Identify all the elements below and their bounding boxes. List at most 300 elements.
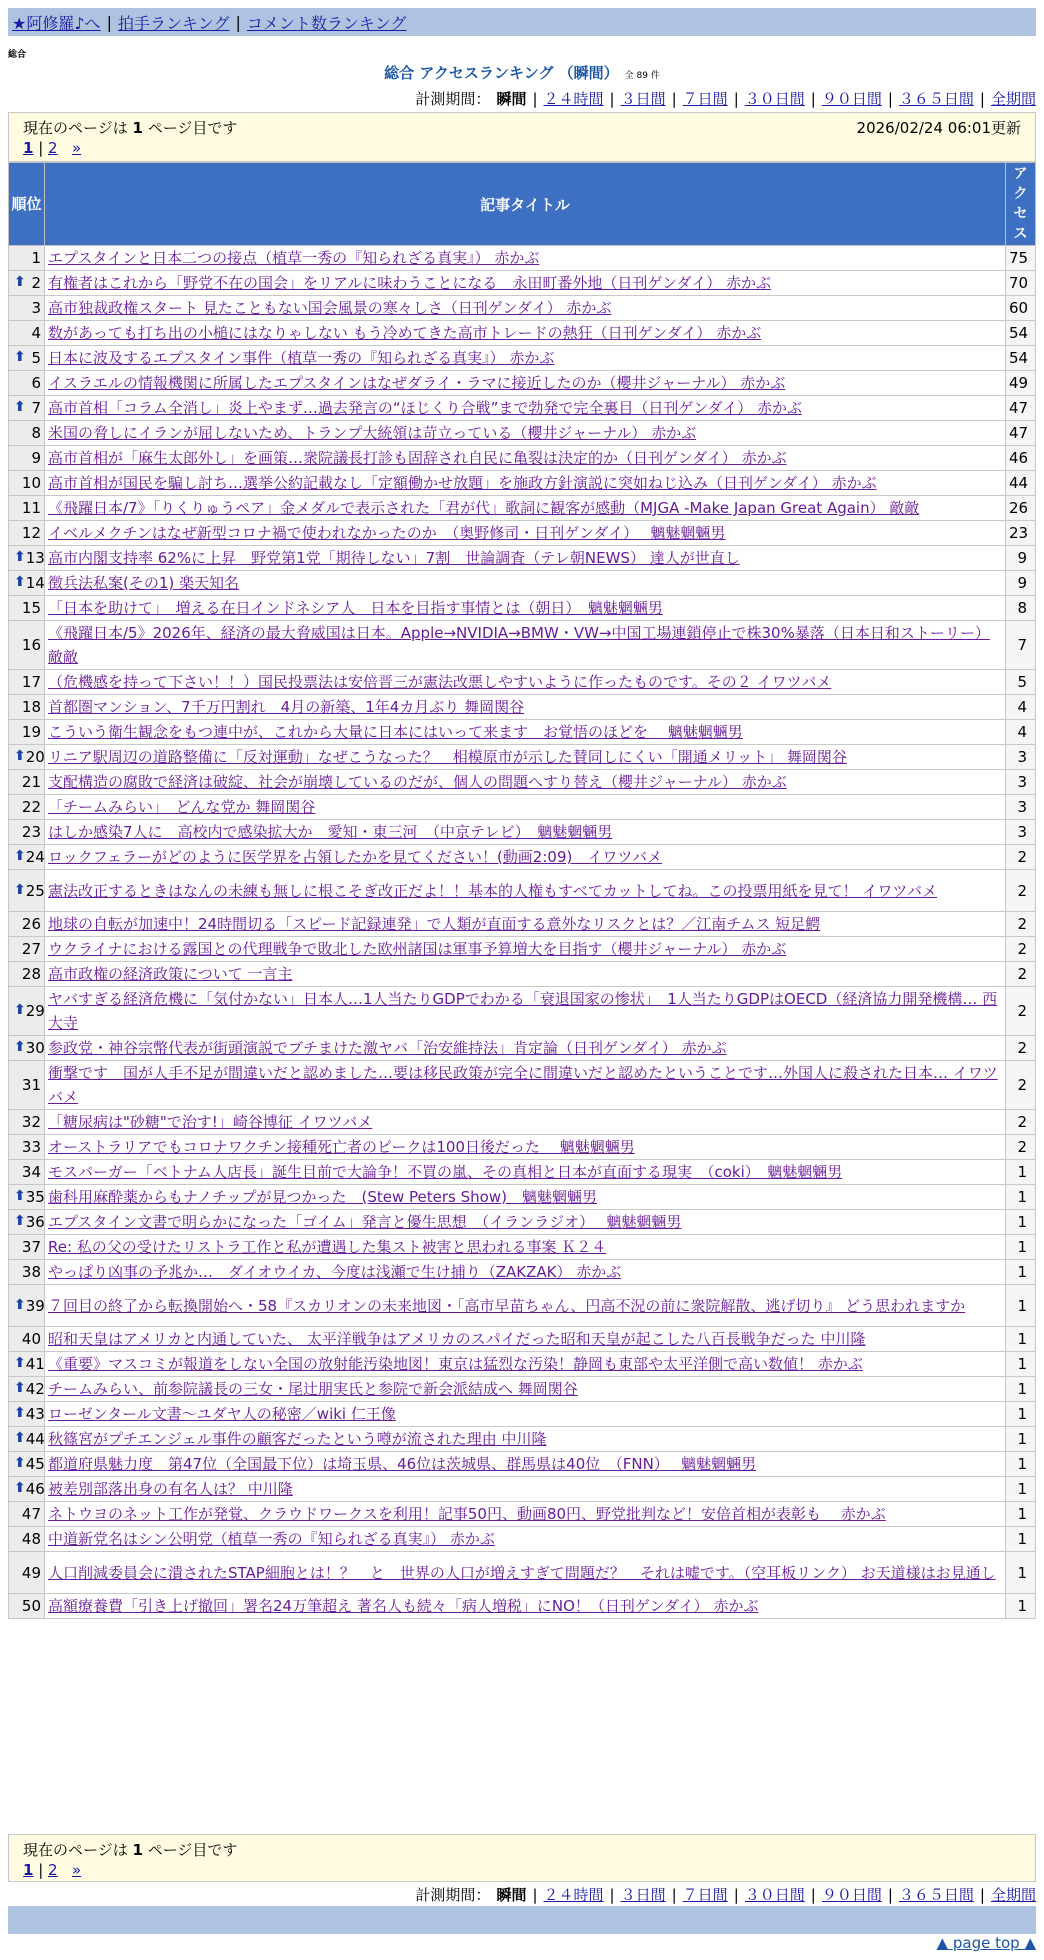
article-link[interactable]: 支配構造の腐敗で経済は破綻、社会が崩壊しているのだが、個人の問題へすり替え（櫻井ジャーナル） 赤かぶ (48, 773, 787, 791)
title-header: 記事タイトル (45, 163, 1006, 246)
rank-number: 7 (31, 399, 41, 417)
rank-number: 21 (21, 773, 41, 791)
title-cell (45, 271, 1006, 296)
table-row (9, 421, 1036, 446)
article-link[interactable]: 高市首相「コラム全消し」炎上やまず…過去発言の“ほじくり合戦”まで勃発で完全裏目（日刊ゲンダイ） 赤かぶ (48, 399, 802, 417)
separator: | (532, 1885, 538, 1904)
article-link[interactable]: 「糖尿病は"砂糖"で治す!」崎谷博征 イワツバメ (48, 1113, 373, 1131)
rank-number: 31 (21, 1076, 41, 1094)
article-link[interactable]: イスラエルの情報機関に所属したエプスタインはなぜダライ・ラマに接近したのか（櫻井ジャーナル） 赤かぶ (48, 374, 786, 392)
period-link[interactable]: ３６５日間 (898, 90, 974, 108)
separator: | (671, 89, 677, 108)
rank-number: 29 (25, 1002, 45, 1020)
period-current: 瞬間 (496, 90, 527, 108)
access-count: 1 (1006, 1502, 1036, 1527)
title-cell (45, 421, 1006, 446)
rank-cell (9, 1327, 45, 1352)
table-row (9, 1210, 1036, 1235)
table-row (9, 1427, 1036, 1452)
access-count: 60 (1006, 296, 1036, 321)
page-1-link[interactable]: 1 (23, 1861, 34, 1879)
article-link[interactable]: チームみらい、前参院議長の三女・尾辻朋実氏と参院で新会派結成へ 舞岡関谷 (48, 1380, 578, 1398)
title-cell (45, 962, 1006, 987)
access-count: 2 (1006, 1061, 1036, 1110)
table-row (9, 396, 1036, 421)
access-header: アクセス (1006, 163, 1036, 246)
article-link[interactable]: はしか感染7人に 高校内で感染拡大か 愛知・東三河 （中京テレビ） 魑魅魍魎男 (48, 823, 613, 841)
table-row (9, 870, 1036, 912)
rank-up-icon: ⬆ (14, 1355, 26, 1371)
period-link[interactable]: ３６５日間 (898, 1886, 974, 1904)
rank-cell (9, 396, 45, 421)
article-link[interactable]: 「日本を助けて」 増える在日インドネシア人 日本を目指す事情とは（朝日） 魑魅魍魎男 (48, 599, 663, 617)
table-row (9, 845, 1036, 870)
rank-cell (9, 1135, 45, 1160)
title-cell (45, 1135, 1006, 1160)
rank-number: 45 (25, 1455, 45, 1473)
title-cell (45, 912, 1006, 937)
comment-ranking-link[interactable]: コメント数ランキング (246, 13, 407, 33)
title-cell (45, 1036, 1006, 1061)
rank-cell (9, 271, 45, 296)
table-row (9, 1260, 1036, 1285)
article-link[interactable]: 徴兵法私案(その1) 楽天知名 (48, 574, 240, 592)
rank-number: 16 (21, 636, 41, 654)
separator: | (810, 89, 816, 108)
current-page-text: 現在のページは 1 ページ目です (23, 119, 238, 137)
rank-number: 8 (31, 424, 41, 442)
page-info-bottom (8, 1834, 1036, 1882)
rank-number: 44 (25, 1430, 45, 1448)
separator: | (671, 1885, 677, 1904)
article-link[interactable]: 昭和天皇はアメリカと内通していた、 太平洋戦争はアメリカのスパイだった昭和天皇が起こした八百長戦争だった 中川隆 (48, 1330, 866, 1348)
period-link[interactable]: ３日間 (620, 1886, 666, 1904)
rank-cell (9, 845, 45, 870)
period-link[interactable]: ３０日間 (744, 1886, 805, 1904)
article-link[interactable]: 歯科用麻酔薬からもナノチップが見つかった (Stew Peters Show) 魑魅魍魎男 (48, 1188, 597, 1206)
rank-number: 42 (25, 1380, 45, 1398)
access-count: 26 (1006, 496, 1036, 521)
table-row (9, 621, 1036, 670)
rank-number: 46 (25, 1480, 45, 1498)
access-count: 3 (1006, 745, 1036, 770)
rank-number: 20 (25, 748, 45, 766)
rank-cell (9, 571, 45, 596)
article-link[interactable]: （危機感を持って下さい！！）国民投票法は安倍晋三が憲法改悪しやすいように作ったものです。その２ イワツバメ (48, 673, 832, 691)
access-count: 7 (1006, 621, 1036, 670)
table-row (9, 1110, 1036, 1135)
access-count: 4 (1006, 695, 1036, 720)
period-link[interactable]: ９０日間 (821, 1886, 882, 1904)
article-link[interactable]: 地球の自転が加速中！24時間切る「スピード記録連発」で人類が直面する意外なリスクとは？／江南チムス 短足鰐 (48, 915, 821, 933)
period-link[interactable]: ２４時間 (543, 90, 604, 108)
table-row (9, 695, 1036, 720)
title-cell (45, 770, 1006, 795)
period-link[interactable]: ９０日間 (821, 90, 882, 108)
article-link[interactable]: 高市首相が「麻生太郎外し」を画策…衆院議長打診も固辞され自民に亀裂は決定的か（日刊ゲンダイ） 赤かぶ (48, 449, 787, 467)
section-label: 総合 (8, 50, 27, 60)
page-title: 総合 アクセスランキング （瞬間） (384, 64, 619, 82)
access-count: 75 (1006, 246, 1036, 271)
table-row (9, 1061, 1036, 1110)
title-cell (45, 1352, 1006, 1377)
article-link[interactable]: ネトウヨのネット工作が発覚、クラウドワークスを利用！記事50円、動画80円、野党批判など！安倍首相が表彰も 赤かぶ (48, 1505, 886, 1523)
footer-bar (8, 1906, 1036, 1934)
rank-cell (9, 1477, 45, 1502)
table-row (9, 1402, 1036, 1427)
article-link[interactable]: ウクライナにおける露国との代理戦争で敗北した欧州諸国は軍事予算増大を目指す（櫻井ジャーナル） 赤かぶ (48, 940, 787, 958)
page-info-top (8, 112, 1036, 162)
title-cell (45, 496, 1006, 521)
title-cell (45, 745, 1006, 770)
period-link[interactable]: ３０日間 (744, 90, 805, 108)
access-count: 2 (1006, 870, 1036, 912)
clap-ranking-link[interactable]: 拍手ランキング (117, 13, 230, 33)
rank-number: 40 (21, 1330, 41, 1348)
table-row (9, 1527, 1036, 1552)
page-2-link[interactable]: 2 (48, 1861, 58, 1879)
page-heading (0, 62, 1044, 83)
article-link[interactable]: 高市首相が国民を騙し討ち…選挙公約記載なし「定額働かせ放題」を施政方針演説に突如ねじ込み（日刊ゲンダイ） 赤かぶ (48, 474, 877, 492)
access-count: 1 (1006, 1452, 1036, 1477)
access-count: 1 (1006, 1185, 1036, 1210)
rank-cell (9, 296, 45, 321)
article-link[interactable]: 米国の脅しにイランが屈しないため、トランプ大統領は苛立っている（櫻井ジャーナル） 赤かぶ (48, 424, 697, 442)
rank-cell (9, 1061, 45, 1110)
article-link[interactable]: 衝撃です 国が人手不足が間違いだと認めました…要は移民政策が完全に間違いだと認めたということです…外国人に殺された日本… イワツバメ (48, 1064, 998, 1106)
period-link[interactable]: 全期間 (990, 1886, 1036, 1904)
table-row (9, 446, 1036, 471)
title-cell (45, 1110, 1006, 1135)
rank-cell (9, 937, 45, 962)
rank-cell (9, 1402, 45, 1427)
rank-number: 25 (25, 881, 45, 900)
access-count: 47 (1006, 396, 1036, 421)
title-cell (45, 571, 1006, 596)
access-count: 54 (1006, 346, 1036, 371)
access-count: 1 (1006, 1402, 1036, 1427)
rank-cell (9, 346, 45, 371)
rank-number: 12 (21, 524, 41, 542)
title-cell (45, 1160, 1006, 1185)
article-link[interactable]: Re: 私の父の受けたリストラ工作と私が遭遇した集スト被害と思われる事案 Ｋ２４ (48, 1238, 607, 1256)
title-cell (45, 296, 1006, 321)
table-row (9, 296, 1036, 321)
title-cell (45, 1427, 1006, 1452)
article-link[interactable]: 「チームみらい」 どんな党か 舞岡関谷 (48, 798, 316, 816)
table-row (9, 571, 1036, 596)
rank-cell (9, 546, 45, 571)
title-cell (45, 937, 1006, 962)
table-row (9, 321, 1036, 346)
rank-up-icon: ⬆ (14, 1213, 26, 1229)
period-link[interactable]: ７日間 (682, 1886, 728, 1904)
article-link[interactable]: エプスタインと日本二つの接点（植草一秀の『知られざる真実』） 赤かぶ (48, 249, 540, 267)
access-count: 47 (1006, 421, 1036, 446)
page-top-link[interactable]: ▲ page top ▲ (936, 1934, 1036, 1952)
article-link[interactable]: ローゼンタール文書～ユダヤ人の秘密／wiki 仁王像 (48, 1405, 396, 1423)
article-link[interactable]: モスバーガー「ベトナム人店長」誕生目前で大論争！不買の嵐、その真相と日本が直面する現実 （coki） 魑魅魍魎男 (48, 1163, 843, 1181)
rank-number: 10 (21, 474, 41, 492)
next-page-link[interactable]: » (71, 139, 82, 157)
table-row (9, 596, 1036, 621)
access-count: 2 (1006, 845, 1036, 870)
article-link[interactable]: エプスタイン文書で明らかになった「ゴイム」発言と優生思想 （イランラジオ） 魑魅魍魎男 (48, 1213, 682, 1231)
rank-cell (9, 321, 45, 346)
home-link[interactable]: ★阿修羅♪へ (12, 13, 101, 33)
rank-number: 50 (21, 1597, 41, 1615)
table-row (9, 1452, 1036, 1477)
rank-number: 1 (31, 249, 41, 267)
title-cell (45, 670, 1006, 695)
title-cell (45, 795, 1006, 820)
rank-number: 35 (25, 1188, 45, 1206)
period-selector-top (415, 88, 1036, 109)
rank-cell (9, 695, 45, 720)
pager-top: 1 | 2 » (23, 139, 82, 157)
table-row (9, 1477, 1036, 1502)
period-link[interactable]: ７日間 (682, 90, 728, 108)
title-cell (45, 1452, 1006, 1477)
ranking-table (8, 162, 1036, 1619)
title-cell (45, 471, 1006, 496)
rank-up-icon: ⬆ (14, 1296, 26, 1313)
article-link[interactable]: ７回目の終了から転換開始へ・58『スカリオンの未来地図・「高市早苗ちゃん、円高不況の前に衆院解散、逃げ切り』 どう思われますか (48, 1296, 966, 1315)
separator: | (887, 89, 893, 108)
article-link[interactable]: オーストラリアでもコロナワクチン接種死亡者のピークは100日後だった 魑魅魍魎男 (48, 1138, 635, 1156)
title-cell (45, 1477, 1006, 1502)
access-count: 1 (1006, 1477, 1036, 1502)
access-count: 1 (1006, 1427, 1036, 1452)
separator: | (733, 1885, 739, 1904)
rank-cell (9, 670, 45, 695)
access-count: 1 (1006, 1235, 1036, 1260)
separator: | (106, 12, 112, 32)
article-link[interactable]: 《飛躍日本/5》2026年、経済の最大脅威国は日本。Apple→NVIDIA→BMW・VW→中国工場連鎖停止で株30%暴落（日本日和ストーリー） 敵敵 (48, 624, 990, 666)
title-cell (45, 246, 1006, 271)
article-link[interactable]: 《重要》マスコミが報道をしない全国の放射能汚染地図！東京は猛烈な汚染！静岡も東部や太平洋側で高い数値！ 赤かぶ (48, 1355, 863, 1373)
rank-cell (9, 1110, 45, 1135)
rank-number: 2 (31, 274, 41, 292)
article-link[interactable]: 首都圏マンション、7千万円割れ 4月の新築、1年4カ月ぶり 舞岡関谷 (48, 698, 525, 716)
access-count: 44 (1006, 471, 1036, 496)
rank-cell (9, 987, 45, 1036)
title-cell (45, 546, 1006, 571)
period-label: 計測期間： (415, 1886, 491, 1904)
title-cell (45, 1527, 1006, 1552)
rank-up-icon: ⬆ (14, 349, 26, 365)
rank-up-icon: ⬆ (14, 1405, 26, 1421)
access-count: 1 (1006, 1552, 1036, 1594)
rank-up-icon: ⬆ (14, 1188, 26, 1204)
separator: | (887, 1885, 893, 1904)
access-count: 2 (1006, 987, 1036, 1036)
title-cell (45, 321, 1006, 346)
rank-cell (9, 496, 45, 521)
rank-number: 37 (21, 1238, 41, 1256)
table-row (9, 471, 1036, 496)
rank-number: 5 (31, 349, 41, 367)
access-count: 1 (1006, 1160, 1036, 1185)
rank-cell (9, 1210, 45, 1235)
article-link[interactable]: 人口削減委員会に潰されたSTAP細胞とは！？ と 世界の人口が増えすぎて問題だ？ それは嘘です。（空耳板リンク） お天道様はお見通し (48, 1563, 996, 1582)
table-row (9, 670, 1036, 695)
period-link[interactable]: ３日間 (620, 90, 666, 108)
access-count: 1 (1006, 1594, 1036, 1619)
access-count: 70 (1006, 271, 1036, 296)
rank-cell (9, 1377, 45, 1402)
rank-up-icon: ⬆ (14, 549, 26, 565)
rank-number: 30 (25, 1039, 45, 1057)
title-cell (45, 596, 1006, 621)
rank-number: 33 (21, 1138, 41, 1156)
rank-up-icon: ⬆ (14, 274, 26, 290)
rank-number: 11 (21, 499, 41, 517)
title-cell (45, 1327, 1006, 1352)
rank-number: 38 (21, 1263, 41, 1281)
separator: | (609, 89, 615, 108)
rank-number: 23 (21, 823, 41, 841)
table-row (9, 1352, 1036, 1377)
pager-bottom: 1 | 2 » (23, 1861, 82, 1879)
table-row (9, 1552, 1036, 1594)
title-cell (45, 1185, 1006, 1210)
rank-cell (9, 820, 45, 845)
rank-cell (9, 1235, 45, 1260)
article-link[interactable]: 秋篠宮がプチエンジェル事件の顧客だったという噂が流された理由 中川隆 (48, 1430, 547, 1448)
article-link[interactable]: 高市内閣支持率 62%に上昇 野党第1党「期待しない」7割 世論調査（テレ朝NEWS） 達人が世直し (48, 549, 740, 567)
rank-cell (9, 246, 45, 271)
separator: | (235, 12, 241, 32)
access-count: 1 (1006, 1285, 1036, 1327)
table-row (9, 745, 1036, 770)
title-cell (45, 1402, 1006, 1427)
title-cell (45, 1210, 1006, 1235)
period-current: 瞬間 (496, 1886, 527, 1904)
title-cell (45, 1502, 1006, 1527)
rank-cell (9, 446, 45, 471)
rank-up-icon: ⬆ (14, 1480, 26, 1496)
title-cell (45, 1377, 1006, 1402)
rank-cell (9, 1285, 45, 1327)
page-1-link[interactable]: 1 (23, 139, 34, 157)
table-row (9, 1235, 1036, 1260)
article-link[interactable]: 数があっても打ち出の小槌にはなりゃしない もう冷めてきた高市トレードの熱狂（日刊ゲンダイ） 赤かぶ (48, 324, 762, 342)
table-row (9, 521, 1036, 546)
updated-timestamp: 2026/02/24 06:01更新 (856, 119, 1021, 137)
access-count: 1 (1006, 1352, 1036, 1377)
article-link[interactable]: ロックフェラーがどのように医学界を占領したかを見てください！(動画2:09) イワツバメ (48, 848, 663, 866)
article-link[interactable]: リニア駅周辺の道路整備に「反対運動」なぜこうなった？ 相模原市が示した賛同しにくい「開通メリット」 舞岡関谷 (48, 748, 847, 766)
rank-up-icon: ⬆ (14, 881, 26, 898)
rank-cell (9, 1036, 45, 1061)
title-cell (45, 521, 1006, 546)
article-link[interactable]: 日本に波及するエプスタイン事件（植草一秀の『知られざる真実』） 赤かぶ (48, 349, 555, 367)
rank-cell (9, 912, 45, 937)
rank-number: 19 (21, 723, 41, 741)
article-link[interactable]: 《飛躍日本/7》「りくりゅうペア」金メダルで表示された「君が代」歌詞に観客が感動（MJGA -Make Japan Great Again） 敵敵 (48, 499, 920, 517)
article-link[interactable]: こういう衛生観念をもつ連中が、これから大量に日本にはいって来ます お覚悟のほどを 魑魅魍魎男 (48, 723, 743, 741)
period-link[interactable]: 全期間 (990, 90, 1036, 108)
rank-up-icon: ⬆ (14, 1002, 26, 1018)
title-cell (45, 1235, 1006, 1260)
separator: | (979, 89, 985, 108)
access-count: 2 (1006, 1036, 1036, 1061)
article-link[interactable]: 中道新党名はシン公明党（植草一秀の『知られざる真実』） 赤かぶ (48, 1530, 495, 1548)
table-row (9, 1185, 1036, 1210)
article-link[interactable]: 参政党・神谷宗幣代表が街頭演説でブチまけた激ヤバ「治安維持法」肯定論（日刊ゲンダイ） 赤かぶ (48, 1039, 727, 1057)
table-row (9, 371, 1036, 396)
article-link[interactable]: 高市政権の経済政策について 一言主 (48, 965, 293, 983)
article-link[interactable]: 都道府県魅力度 第47位（全国最下位）は埼玉県、46位は茨城県、群馬県は40位 （FNN） 魑魅魍魎男 (48, 1455, 757, 1473)
title-cell (45, 346, 1006, 371)
title-cell (45, 695, 1006, 720)
title-cell (45, 446, 1006, 471)
title-cell (45, 820, 1006, 845)
title-cell (45, 371, 1006, 396)
access-count: 49 (1006, 371, 1036, 396)
rank-number: 14 (25, 574, 45, 592)
article-link[interactable]: 有権者はこれから「野党不在の国会」をリアルに味わうことになる 永田町番外地（日刊ゲンダイ） 赤かぶ (48, 274, 771, 292)
rank-cell (9, 371, 45, 396)
rank-number: 26 (21, 915, 41, 933)
table-row (9, 496, 1036, 521)
table-row (9, 720, 1036, 745)
access-count: 9 (1006, 571, 1036, 596)
access-count: 5 (1006, 670, 1036, 695)
article-link[interactable]: 高市独裁政権スタート 見たこともない国会風景の寒々しさ（日刊ゲンダイ） 赤かぶ (48, 299, 612, 317)
table-row (9, 770, 1036, 795)
rank-cell (9, 1452, 45, 1477)
rank-cell (9, 621, 45, 670)
rank-cell (9, 1552, 45, 1594)
rank-cell (9, 720, 45, 745)
rank-up-icon: ⬆ (14, 1039, 26, 1055)
period-link[interactable]: ２４時間 (543, 1886, 604, 1904)
rank-number: 43 (25, 1405, 45, 1423)
article-link[interactable]: イベルメクチンはなぜ新型コロナ禍で使われなかったのか （奥野修司・日刊ゲンダイ） 魑魅魍魎男 (48, 524, 726, 542)
article-link[interactable]: 被差別部落出身の有名人は？ 中川隆 (48, 1480, 293, 1498)
rank-cell (9, 1594, 45, 1619)
rank-number: 39 (25, 1296, 45, 1315)
next-page-link[interactable]: » (71, 1861, 82, 1879)
rank-cell (9, 745, 45, 770)
article-link[interactable]: 憲法改正するときはなんの未練も無しに根こそぎ改正だよ！！基本的人権もすべてカットしてね。この投票用紙を見て！ イワツバメ (48, 881, 938, 900)
table-row (9, 1502, 1036, 1527)
table-row (9, 912, 1036, 937)
rank-number: 41 (25, 1355, 45, 1373)
rank-number: 27 (21, 940, 41, 958)
page-2-link[interactable]: 2 (48, 139, 58, 157)
rank-up-icon: ⬆ (14, 748, 26, 764)
access-count: 2 (1006, 962, 1036, 987)
table-row (9, 1285, 1036, 1327)
article-link[interactable]: ヤバすぎる経済危機に「気付かない」日本人…1人当たりGDPでわかる「衰退国家の惨状」 1人当たりGDPはOECD（経済協力開発機構… 西大寺 (48, 990, 998, 1032)
table-row (9, 246, 1036, 271)
rank-number: 22 (21, 798, 41, 816)
article-link[interactable]: やっぱり凶事の予兆か… ダイオウイカ、今度は浅瀬で生け捕り（ZAKZAK） 赤かぶ (48, 1263, 622, 1281)
rank-up-icon: ⬆ (14, 1430, 26, 1446)
title-cell (45, 1061, 1006, 1110)
article-link[interactable]: 高額療養費「引き上げ撤回」署名24万筆超え 著名人も続々「病人増税」にNO！（日刊ゲンダイ） 赤かぶ (48, 1597, 759, 1615)
table-row (9, 271, 1036, 296)
title-cell (45, 870, 1006, 912)
access-count: 1 (1006, 1327, 1036, 1352)
rank-cell (9, 421, 45, 446)
rank-cell (9, 596, 45, 621)
rank-number: 13 (25, 549, 45, 567)
rank-cell (9, 770, 45, 795)
